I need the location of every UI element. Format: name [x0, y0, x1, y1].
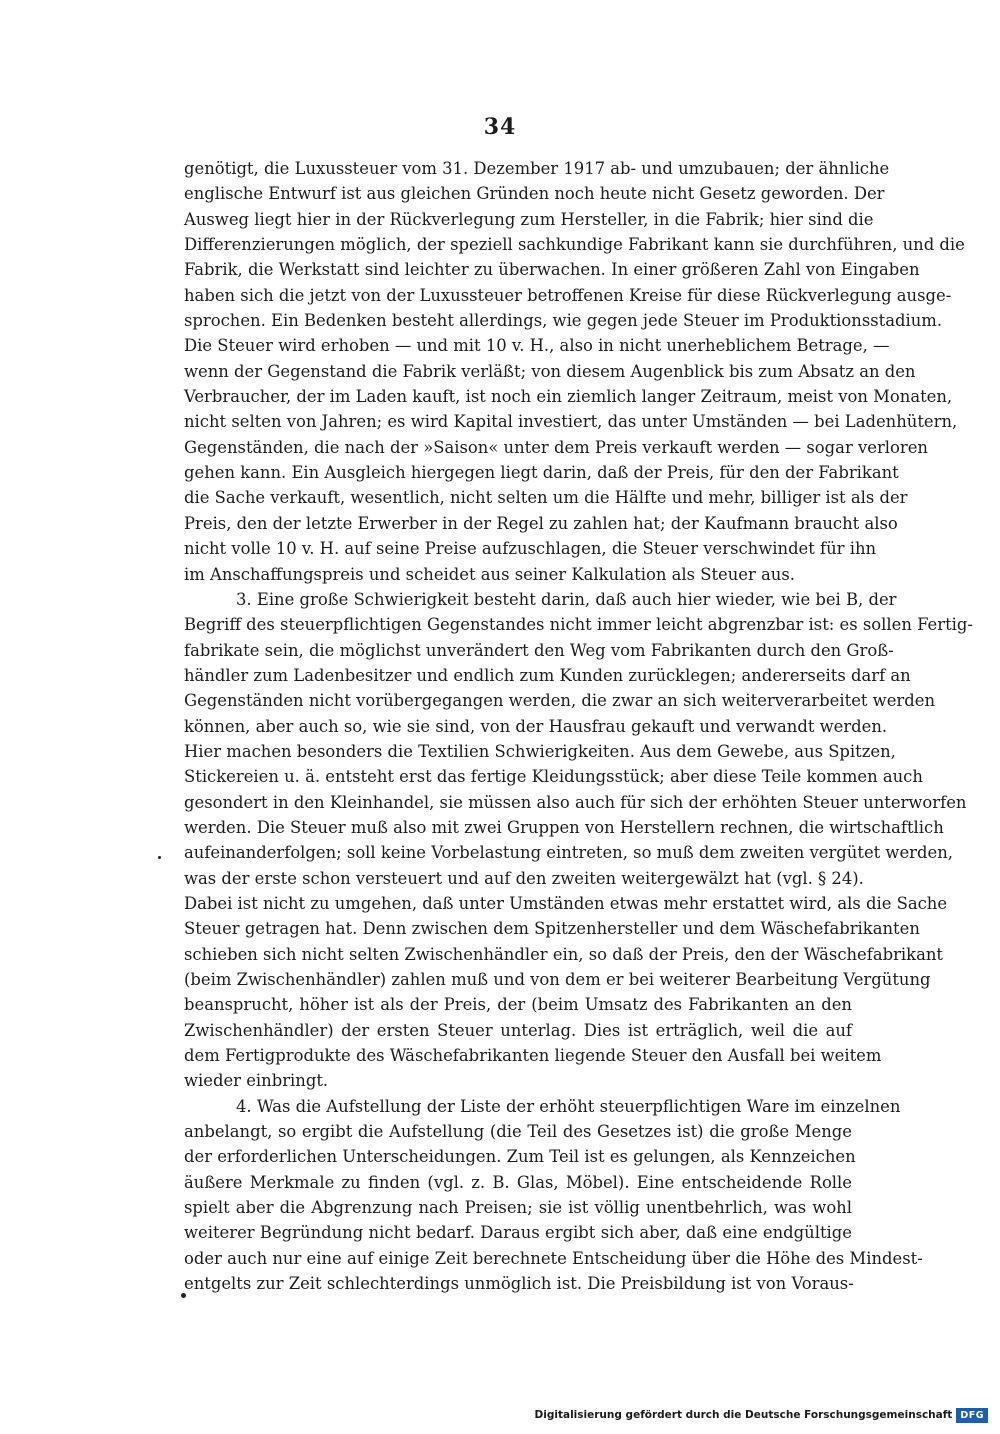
- text-line: weiterer Begründung nicht bedarf. Daraus ergibt sich aber, daß eine endgültige: [184, 1223, 852, 1243]
- text-line: sprochen. Ein Bedenken besteht allerdings, wie gegen jede Steuer im Produktionsstadium.: [184, 311, 943, 331]
- digitization-credit: [535, 1407, 988, 1423]
- text-line: spielt aber die Abgrenzung nach Preisen; sie ist völlig unentbehrlich, was wohl: [184, 1198, 852, 1218]
- text-line: englische Entwurf ist aus gleichen Gründen noch heute nicht Gesetz geworden. Der: [184, 184, 885, 204]
- text-line: Ausweg liegt hier in der Rückverlegung zum Hersteller, in die Fabrik; hier sind die: [184, 209, 874, 229]
- paragraph: [184, 156, 965, 587]
- dfg-logo: DFG: [956, 1408, 988, 1423]
- text-line: die Sache verkauft, wesentlich, nicht selten um die Hälfte und mehr, billiger ist als der: [184, 488, 908, 508]
- text-line: der erforderlichen Unterscheidungen. Zum Teil ist es gelungen, als Kennzeichen: [184, 1147, 856, 1167]
- text-line: nicht volle 10 v. H. auf seine Preise aufzuschlagen, die Steuer verschwindet für ihn: [184, 539, 877, 559]
- text-line: was der erste schon versteuert und auf den zweiten weitergewälzt hat (vgl. § 24).: [184, 868, 864, 888]
- text-line: nicht selten von Jahren; es wird Kapital investiert, das unter Umständen — bei Ladenhütern,: [184, 412, 958, 432]
- scan-speck: [158, 856, 161, 859]
- text-line: anbelangt, so ergibt die Aufstellung (die Teil des Gesetzes ist) die große Menge: [184, 1122, 852, 1142]
- text-line: 4. Was die Aufstellung der Liste der erhöht steuerpflichtigen Ware im einzelnen: [236, 1096, 901, 1116]
- text-line: genötigt, die Luxussteuer vom 31. Dezember 1917 ab- und umzubauen; der ähnliche: [184, 159, 890, 178]
- text-line: gehen kann. Ein Ausgleich hiergegen liegt darin, daß der Preis, für den der Fabrikant: [184, 463, 899, 483]
- text-line: können, aber auch so, wie sie sind, von der Hausfrau gekauft und verwandt werden.: [184, 716, 888, 736]
- page-number: 34: [483, 114, 517, 140]
- text-line: (beim Zwischenhändler) zahlen muß und von dem er bei weiterer Bearbeitung Vergütung: [184, 970, 931, 989]
- text-line: im Anschaffungspreis und scheidet aus seiner Kalkulation als Steuer aus.: [184, 564, 795, 584]
- scan-speck: [181, 1293, 186, 1298]
- text-line: werden. Die Steuer muß also mit zwei Gruppen von Herstellern rechnen, die wirtschaftlich: [184, 817, 944, 837]
- text-line: Die Steuer wird erhoben — und mit 10 v. H., also in nicht unerheblichem Betrage, —: [184, 336, 890, 356]
- text-line: wieder einbringt.: [184, 1071, 329, 1091]
- body-text: [184, 156, 973, 1296]
- text-line: entgelts zur Zeit schlechterdings unmöglich ist. Die Preisbildung ist von Voraus-: [184, 1274, 854, 1294]
- text-line: fabrikate sein, die möglichst unverändert den Weg vom Fabrikanten durch den Groß-: [184, 640, 894, 660]
- text-line: dem Fertigprodukte des Wäschefabrikanten liegende Steuer den Ausfall bei weitem: [184, 1046, 882, 1066]
- paragraph: [184, 587, 973, 1094]
- text-line: schieben sich nicht selten Zwischenhändler ein, so daß der Preis, den der Wäschefabrikant: [184, 944, 944, 964]
- text-line: Verbraucher, der im Laden kauft, ist noch ein ziemlich langer Zeitraum, meist von Monaten,: [184, 387, 953, 407]
- text-line: Differenzierungen möglich, der speziell sachkundige Fabrikant kann sie durchführen, und die: [184, 235, 965, 255]
- text-line: Gegenständen nicht vorübergegangen werden, die zwar an sich weiterverarbeitet werden: [184, 691, 936, 711]
- text-line: haben sich die jetzt von der Luxussteuer betroffenen Kreise für diese Rückverlegung ausge-: [184, 285, 952, 305]
- paragraph: [184, 1094, 923, 1297]
- text-line: 3. Eine große Schwierigkeit besteht darin, daß auch hier wieder, wie bei B, der: [236, 589, 897, 609]
- text-line: beansprucht, höher ist als der Preis, der (beim Umsatz des Fabrikanten an den: [184, 995, 852, 1015]
- text-line: Steuer getragen hat. Denn zwischen dem Spitzenhersteller und dem Wäschefabrikanten: [184, 919, 920, 939]
- text-line: Zwischenhändler) der ersten Steuer unterlag. Dies ist erträglich, weil die auf: [184, 1020, 852, 1040]
- text-line: äußere Merkmale zu finden (vgl. z. B. Glas, Möbel). Eine entscheidende Rolle: [184, 1172, 852, 1192]
- text-line: Begriff des steuerpflichtigen Gegenstandes nicht immer leicht abgrenzbar ist: es sollen Fertig-: [184, 615, 973, 635]
- text-line: Stickereien u. ä. entsteht erst das fertige Kleidungsstück; aber diese Teile kommen auch: [184, 767, 923, 787]
- text-line: gesondert in den Kleinhandel, sie müssen also auch für sich der erhöhten Steuer unterworfen: [184, 792, 967, 812]
- text-line: oder auch nur eine auf einige Zeit berechnete Entscheidung über die Höhe des Mindest-: [184, 1248, 923, 1268]
- text-line: Dabei ist nicht zu umgehen, daß unter Umständen etwas mehr erstattet wird, als die Sache: [184, 893, 948, 913]
- text-line: Preis, den der letzte Erwerber in der Regel zu zahlen hat; der Kaufmann braucht also: [184, 513, 898, 533]
- text-line: Fabrik, die Werkstatt sind leichter zu überwachen. In einer größeren Zahl von Eingaben: [184, 260, 920, 280]
- text-line: aufeinanderfolgen; soll keine Vorbelastung eintreten, so muß dem zweiten vergütet werden,: [184, 843, 953, 863]
- footer-text: Digitalisierung gefördert durch die Deutsche Forschungsgemeinschaft: [534, 1409, 953, 1421]
- text-line: Hier machen besonders die Textilien Schwierigkeiten. Aus dem Gewebe, aus Spitzen,: [184, 741, 896, 761]
- text-line: Gegenständen, die nach der »Saison« unter dem Preis verkauft werden — sogar verloren: [184, 437, 928, 457]
- text-line: händler zum Ladenbesitzer und endlich zum Kunden zurücklegen; andererseits darf an: [184, 665, 911, 685]
- text-line: wenn der Gegenstand die Fabrik verläßt; von diesem Augenblick bis zum Absatz an den: [184, 361, 916, 381]
